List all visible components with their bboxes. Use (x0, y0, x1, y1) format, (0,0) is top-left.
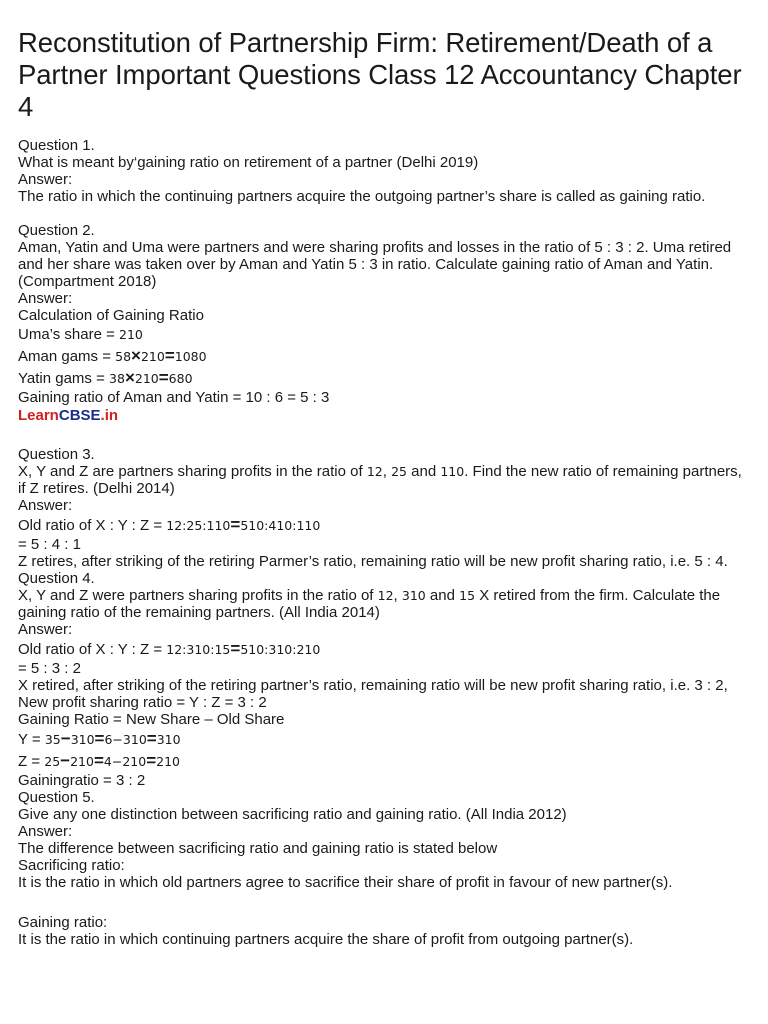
question-5 (18, 789, 750, 948)
answer-line: Y = 35−310=6−310=310 (18, 729, 181, 748)
question-label: Question 2. (18, 222, 95, 239)
question-label: Question 5. (18, 789, 95, 806)
question-text: What is meant by‘gaining ratio on retirement of a partner (Delhi 2019) (18, 154, 479, 171)
answer-line: Old ratio of X : Y : Z = 12:25:110=510:410:110 (18, 515, 321, 534)
answer-label: Answer: (18, 290, 73, 307)
question-text: Give any one distinction between sacrificing ratio and gaining ratio. (All India 2012) (18, 806, 567, 823)
answer-line: Sacrificing ratio: (18, 857, 125, 874)
answer-line: It is the ratio in which continuing partners acquire the share of profit from outgoing partner(s). (18, 931, 634, 948)
answer-text: The ratio in which the continuing partners acquire the outgoing partner’s share is called as gaining ratio. (18, 188, 706, 205)
answer-line: It is the ratio in which old partners agree to sacrifice their share of profit in favour of new partner(s). (18, 874, 673, 891)
question-label: Question 4. (18, 570, 95, 587)
answer-line: Gaining Ratio = New Share – Old Share (18, 711, 285, 728)
answer-line: Uma’s share = 210 (18, 326, 143, 343)
question-text: X, Y and Z were partners sharing profits in the ratio of 12, 310 and 15 X retired from the firm. Calculate the gaining ratio of the remaining partners. (All India 2014) (18, 587, 721, 621)
answer-line: X retired, after striking of the retiring partner’s ratio, remaining ratio will be new profit sharing ratio, i.e. 3 : 2, (18, 677, 728, 694)
answer-line: Gaining ratio: (18, 914, 108, 931)
question-2 (18, 222, 750, 424)
answer-line: Calculation of Gaining Ratio (18, 307, 204, 324)
answer-line: Gainingratio = 3 : 2 (18, 772, 146, 789)
answer-line: New profit sharing ratio = Y : Z = 3 : 2 (18, 694, 267, 711)
question-label: Question 1. (18, 137, 95, 154)
answer-line: Old ratio of X : Y : Z = 12:310:15=510:310:210 (18, 639, 321, 658)
answer-line: = 5 : 4 : 1 (18, 536, 81, 553)
question-text: Aman, Yatin and Uma were partners and were sharing profits and losses in the ratio of 5 : 3 : 2. Uma retired and her share was taken over by Aman and Yatin 5 : 3 in ratio. Calculate gaining ratio of Aman and Yatin. (Compartment 2018) (18, 239, 732, 290)
question-text: X, Y and Z are partners sharing profits in the ratio of 12, 25 and 110. Find the new ratio of remaining partners, if Z retires. (Delhi 2014) (18, 463, 742, 497)
question-1 (18, 137, 750, 205)
answer-line: = 5 : 3 : 2 (18, 660, 81, 677)
answer-label: Answer: (18, 171, 73, 188)
question-3 (18, 446, 750, 570)
question-label: Question 3. (18, 446, 95, 463)
answer-line: Yatin gams = 38×210=680 (18, 368, 193, 387)
answer-line: Gaining ratio of Aman and Yatin = 10 : 6 = 5 : 3 (18, 389, 330, 406)
answer-label: Answer: (18, 497, 73, 514)
answer-line: Z retires, after striking of the retiring Parmer’s ratio, remaining ratio will be new profit sharing ratio, i.e. 5 : 4. (18, 553, 728, 570)
answer-label: Answer: (18, 621, 73, 638)
question-4 (18, 570, 750, 789)
answer-line: Z = 25−210=4−210=210 (18, 751, 180, 770)
page-title: Reconstitution of Partnership Firm: Retirement/Death of a Partner Important Questions Class 12 Accountancy Chapter 4 (18, 27, 742, 122)
answer-line: Aman gams = 58×210=1080 (18, 346, 207, 365)
answer-label: Answer: (18, 823, 73, 840)
answer-line: The difference between sacrificing ratio and gaining ratio is stated below (18, 840, 498, 857)
learncbse-logo: LearnCBSE.in (18, 407, 119, 424)
